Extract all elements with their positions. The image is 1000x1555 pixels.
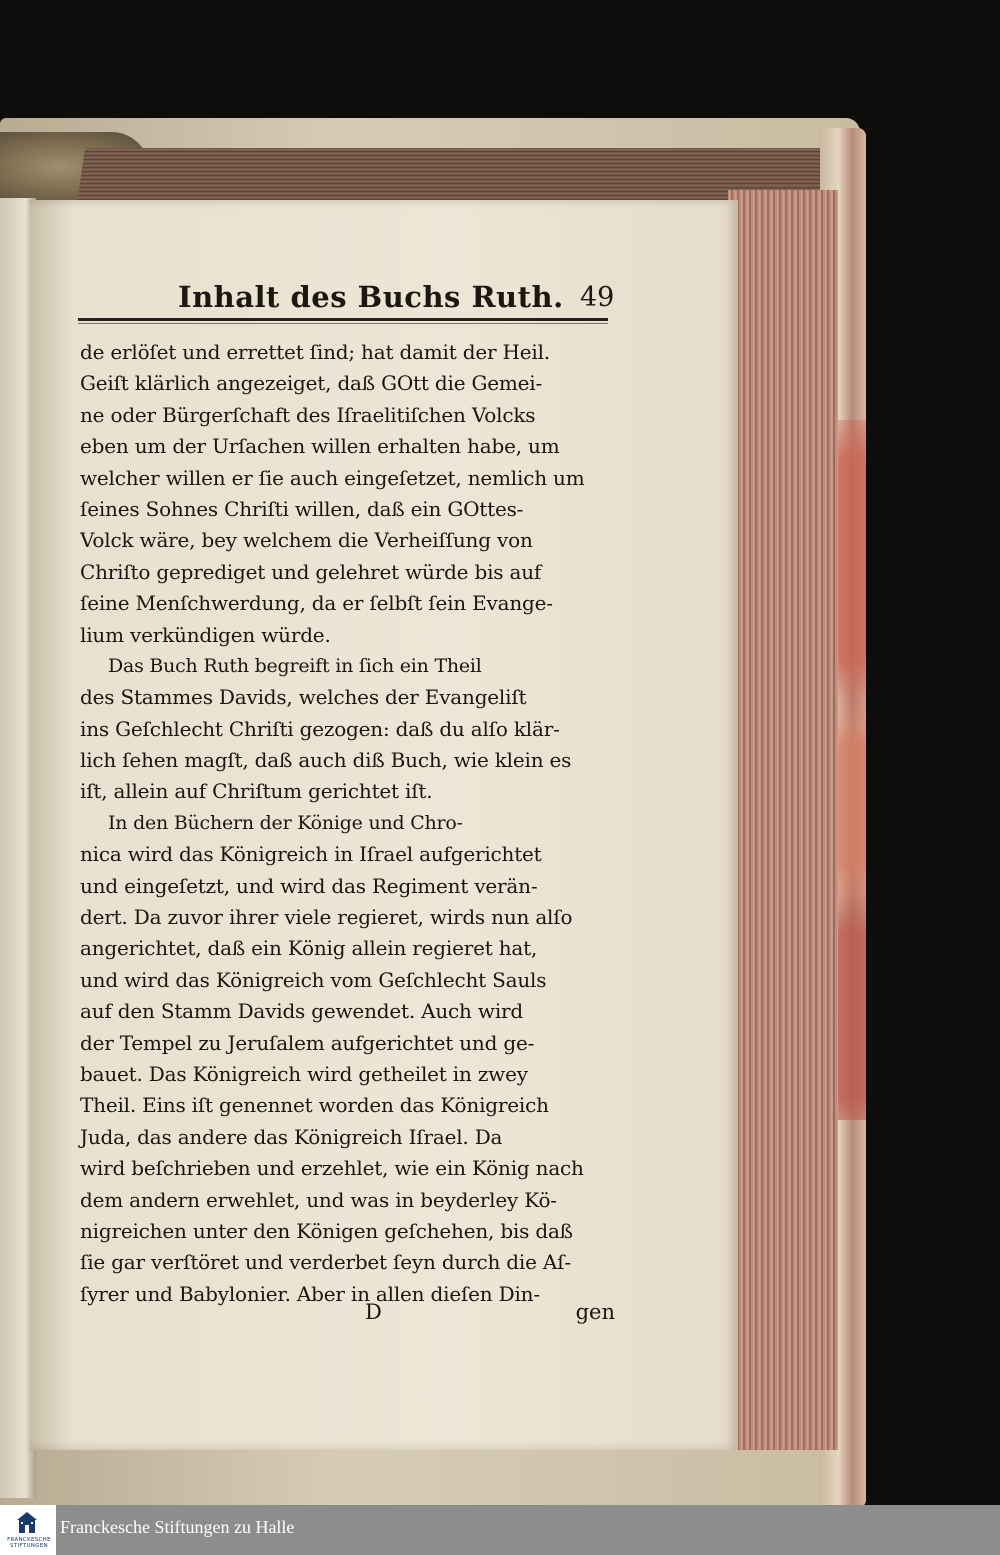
text-line: lich ſehen magſt, daß auch diß Buch, wie klein es — [80, 748, 572, 773]
footer-bar — [0, 1505, 1000, 1555]
text-line: de erlöſet und errettet ſind; hat damit der Heil. — [80, 340, 550, 364]
text-line: wird beſchrieben und erzehlet, wie ein König nach — [80, 1156, 584, 1181]
logo-wordmark: FRANCKESCHE STIFTUNGEN — [7, 1537, 51, 1549]
text-line: Theil. Eins iſt genennet worden das Königreich — [80, 1093, 549, 1118]
text-line: welcher willen er ſie auch eingeſetzet, nemlich um — [80, 465, 585, 490]
text-line: Geiſt klärlich angezeiget, daß GOtt die Gemei- — [80, 371, 543, 396]
text-line: auf den Stamm Davids gewendet. Auch wird — [80, 999, 523, 1024]
text-line: bauet. Das Königreich wird getheilet in zwey — [80, 1061, 528, 1086]
header-rule-thin — [78, 323, 608, 324]
text-line: In den Büchern der Könige und Chro- — [108, 811, 463, 834]
text-line: lium verkündigen würde. — [80, 622, 331, 647]
red-fore-edge — [728, 190, 838, 1450]
text-line: nica wird das Königreich in Iſrael aufgerichtet — [80, 842, 542, 867]
body-text — [80, 337, 615, 1310]
text-line: Chriſto geprediget und gelehret würde bis auf — [80, 559, 542, 584]
text-line: dert. Da zuvor ihrer viele regieret, wirds nun alſo — [80, 905, 573, 930]
institution-name: Franckesche Stiftungen zu Halle — [60, 1517, 295, 1537]
orphanage-building-icon — [16, 1511, 38, 1535]
header-rule — [78, 318, 608, 321]
catchword: gen — [575, 1300, 615, 1324]
text-line: ins Geſchlecht Chriſti gezogen: daß du alſo klär- — [80, 716, 560, 741]
text-line: angerichtet, daß ein König allein regieret hat, — [80, 936, 538, 961]
signature-mark: D — [365, 1300, 382, 1324]
text-line: eben um der Urſachen willen erhalten habe, um — [80, 434, 560, 459]
text-line: ſie gar verſtöret und verderbet ſeyn durch die Aſ- — [80, 1250, 571, 1275]
marbled-edge — [836, 420, 866, 1120]
text-line: ne oder Bürgerſchaft des Iſraelitiſchen Volcks — [80, 402, 536, 427]
text-line: der Tempel zu Jeruſalem aufgerichtet und ge- — [80, 1030, 535, 1055]
text-line: ſyrer und Babylonier. Aber in allen dieſen Din- — [80, 1281, 540, 1306]
text-line: und eingeſetzt, und wird das Regiment verän- — [80, 873, 538, 898]
text-line: nigreichen unter den Königen geſchehen, bis daß — [80, 1218, 573, 1243]
page-number: 49 — [580, 282, 615, 313]
page-header — [178, 280, 618, 320]
text-line: Juda, das andere das Königreich Iſrael. Da — [80, 1124, 503, 1149]
text-line: iſt, allein auf Chriſtum gerichtet iſt. — [80, 779, 433, 804]
text-line: und wird das Königreich vom Geſchlecht Sauls — [80, 967, 547, 992]
page-foot — [80, 1300, 615, 1332]
text-line: Das Buch Ruth begreift in ſich ein Theil — [108, 654, 482, 677]
running-title: Inhalt des Buchs Ruth. — [178, 280, 564, 314]
text-line: ſeine Menſchwerdung, da er ſelbſt ſein Evange- — [80, 591, 553, 616]
text-line: dem andern erwehlet, und was in beyderley Kö- — [80, 1187, 557, 1212]
text-line: ſeines Sohnes Chriſti willen, daß ein GOttes- — [80, 496, 524, 521]
institution-logo — [0, 1505, 56, 1555]
text-line: des Stammes Davids, welches der Evangeliſt — [80, 685, 527, 710]
text-line: Volck wäre, bey welchem die Verheiſſung von — [80, 528, 533, 553]
